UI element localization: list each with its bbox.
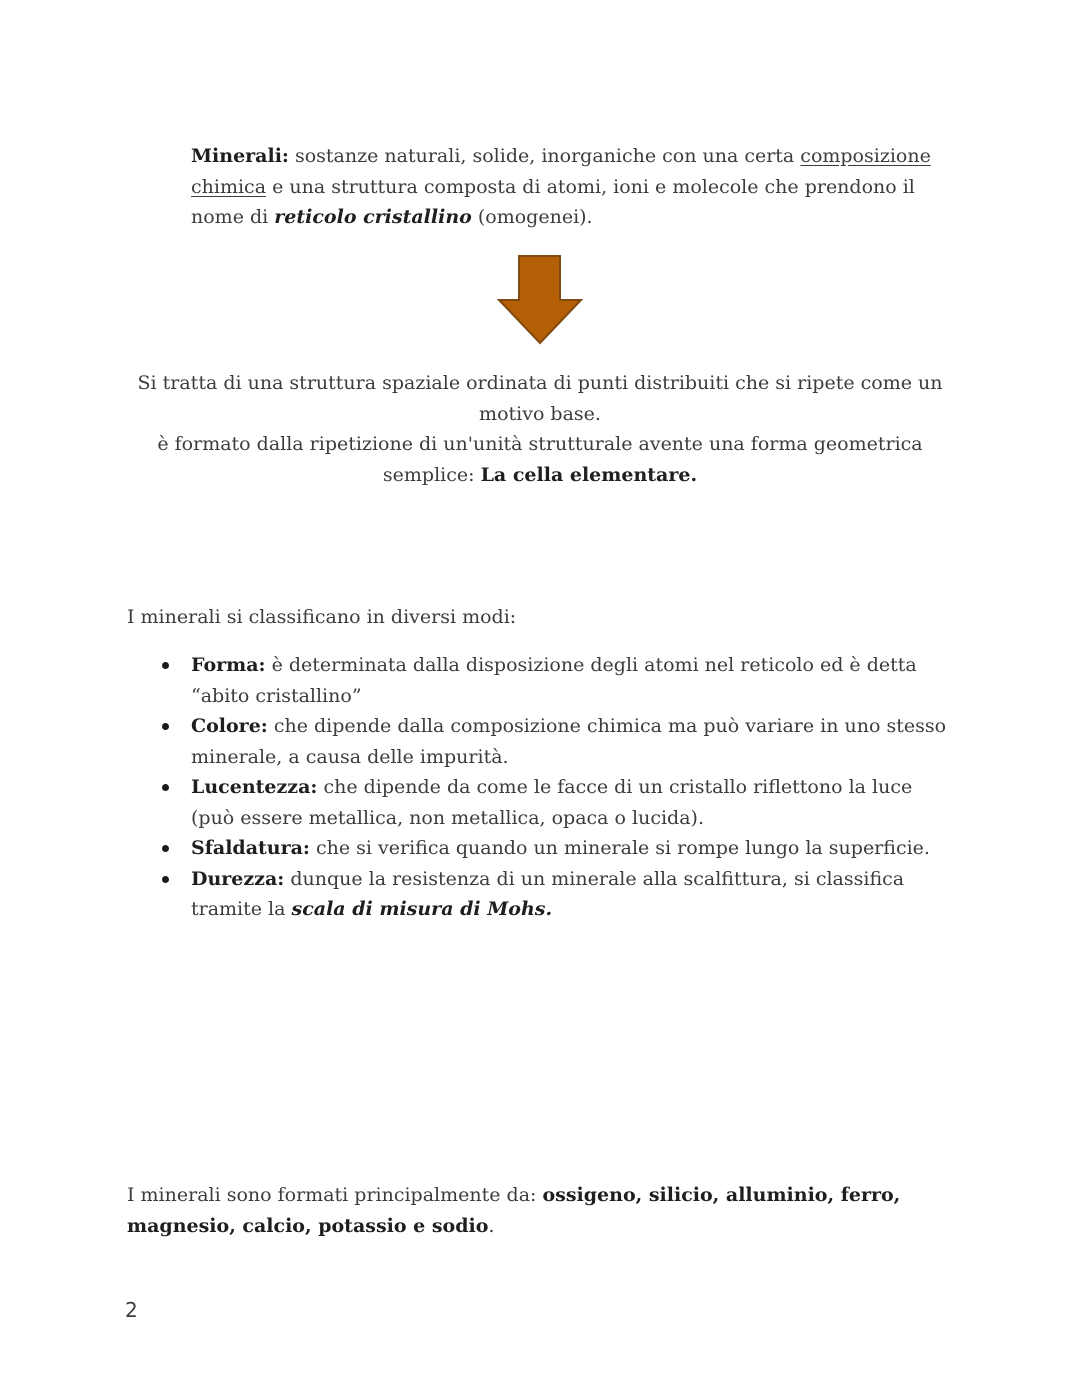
item-text: che dipende dalla composizione chimica ma può variare in uno stesso minerale, a causa delle impurità. xyxy=(191,715,947,768)
properties-list xyxy=(191,650,961,925)
arrow-down-icon xyxy=(497,254,583,346)
definition-text-3: (omogenei). xyxy=(471,206,593,228)
definition-text-2: e una struttura composta di atomi, ioni e molecole che prendono il nome di xyxy=(191,175,915,228)
list-item-forma xyxy=(191,650,961,711)
composition-paragraph xyxy=(127,1180,927,1241)
mohs-scale-term: scala di misura di Mohs. xyxy=(291,898,553,920)
item-term: Sfaldatura: xyxy=(191,837,310,859)
classification-intro: I minerali si classificano in diversi modi: xyxy=(127,606,517,628)
item-text: che dipende da come le facce di un cristallo riflettono la luce (può essere metallica, non metallica, opaca o lucida). xyxy=(191,776,913,829)
definition-text-1: sostanze naturali, solide, inorganiche con una certa xyxy=(288,145,801,167)
item-term: Forma: xyxy=(191,654,266,676)
item-text: è determinata dalla disposizione degli atomi nel reticolo ed è detta “abito cristallino” xyxy=(191,654,917,707)
definition-emphasis: reticolo cristallino xyxy=(274,206,472,228)
elements-list: ossigeno, silicio, alluminio, ferro, magnesio, calcio, potassio e sodio xyxy=(127,1184,901,1237)
list-item-lucentezza xyxy=(191,772,961,833)
item-term: Lucentezza: xyxy=(191,776,318,798)
composition-end: . xyxy=(488,1214,495,1237)
definition-term: Minerali: xyxy=(191,145,289,167)
page-number: 2 xyxy=(125,1298,138,1322)
lattice-line-1: Si tratta di una struttura spaziale ordinata di punti distribuiti che si ripete come un motivo base. xyxy=(137,372,943,425)
underlined-term-chimica: chimica xyxy=(191,175,267,198)
lattice-line-2 xyxy=(130,429,950,490)
minerals-definition xyxy=(191,141,951,233)
underlined-term-composizione: composizione xyxy=(800,145,931,167)
lattice-description xyxy=(130,368,950,490)
item-text: dunque la resistenza di un minerale alla scalfittura, si classifica tramite la xyxy=(191,867,905,920)
item-term: Durezza: xyxy=(191,867,285,890)
lattice-line-2-text: è formato dalla ripetizione di un'unità strutturale avente una forma geometrica semplice: xyxy=(157,433,923,486)
item-text: che si verifica quando un minerale si rompe lungo la superficie. xyxy=(309,837,930,859)
list-item-durezza xyxy=(191,864,961,925)
list-item-sfaldatura xyxy=(191,833,961,864)
composition-text: I minerali sono formati principalmente da: xyxy=(127,1184,543,1206)
item-term: Colore: xyxy=(191,715,268,737)
unit-cell-term: La cella elementare. xyxy=(480,463,698,486)
list-item-colore xyxy=(191,711,961,772)
